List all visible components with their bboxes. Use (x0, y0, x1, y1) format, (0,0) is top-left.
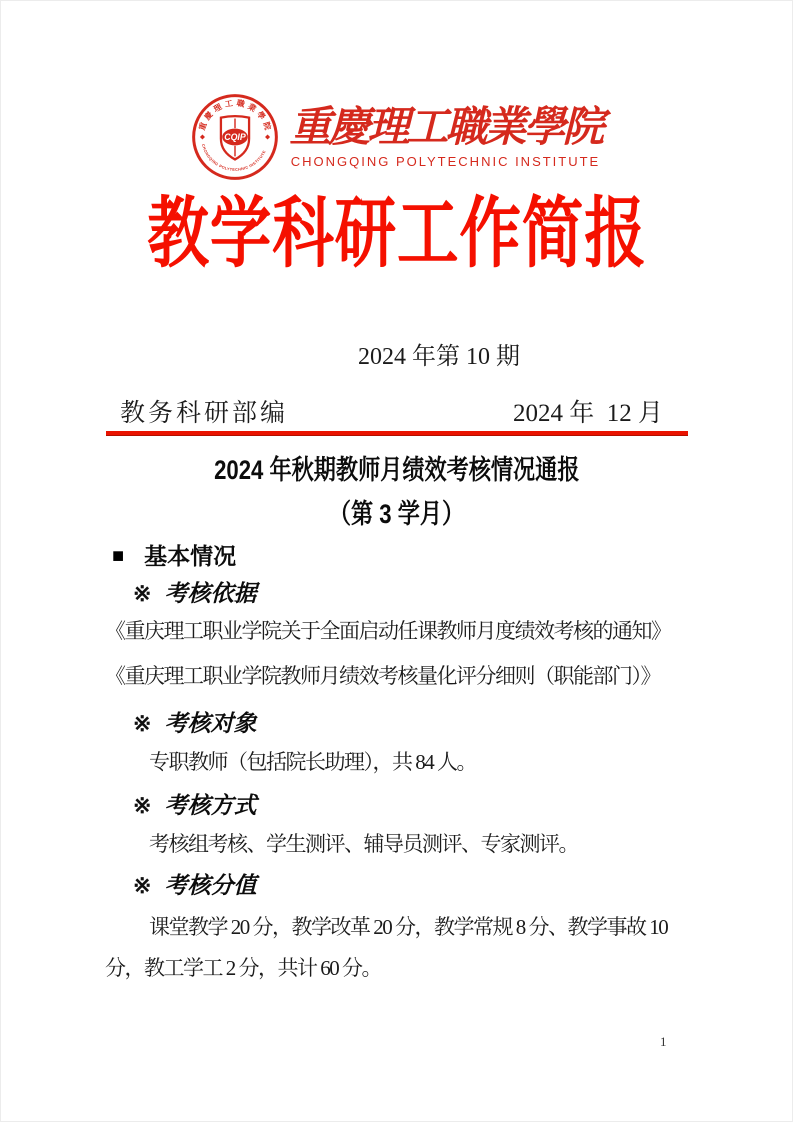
reference-marker-icon: ※ (133, 711, 152, 736)
masthead (0, 186, 793, 304)
school-name-cn: 重慶理工職業學院 (289, 105, 602, 151)
seal-arc-bottom-text: CHONGQING POLYTECHNIC INSTITUTE (201, 143, 268, 172)
school-seal-icon (191, 93, 279, 181)
paragraph-target: 专职教师（包括院长助理），共 84 人。 (149, 750, 476, 774)
square-marker-icon: ■ (112, 545, 125, 567)
red-divider (106, 431, 688, 436)
issue-number: 2024 年第 10 期 (358, 344, 520, 370)
reference-marker-icon: ※ (133, 873, 152, 898)
item-heading-basis (133, 579, 256, 609)
item-heading-target (133, 709, 256, 739)
bulletin-title: 2024 年秋期教师月绩效考核情况通报 (213, 455, 580, 485)
paragraph-basis-1: 《重庆理工职业学院关于全面启动任课教师月度绩效考核的通知》 (105, 619, 671, 643)
seal-monogram: CQIP (224, 132, 247, 143)
school-name-en: CHONGQING POLYTECHNIC INSTITUTE (290, 154, 601, 169)
seal-arc-top-text: 重慶理工職業學院 (197, 98, 274, 135)
item-heading-method (133, 791, 256, 821)
page-number: 1 (660, 1034, 667, 1049)
publish-date: 2024 年 12 月 (512, 400, 663, 427)
section-title: 基本情况 (144, 543, 237, 569)
editor-credit: 教务科研部编 (120, 400, 289, 427)
reference-marker-icon: ※ (133, 793, 152, 818)
reference-marker-icon: ※ (133, 581, 152, 606)
masthead-title: 教学科研工作简报 (146, 191, 647, 277)
section-basic-info (112, 541, 236, 571)
editor-row (120, 397, 663, 430)
item-heading-label: 考核分值 (164, 873, 257, 898)
paragraph-basis-2: 《重庆理工职业学院教师月绩效考核量化评分细则（职能部门）》 (105, 664, 660, 688)
item-heading-label: 考核依据 (164, 581, 257, 606)
bulletin-subtitle: （第 3 学月） (328, 499, 465, 529)
paragraph-score: 课堂教学 20 分，教学改革 20 分，教学常规 8 分、教学事故 10 分，教工学工 2 分，共计 60 分。 (105, 915, 668, 980)
school-name-group (289, 105, 601, 169)
bulletin-subtitle-row (0, 496, 793, 537)
bulletin-title-row (0, 452, 793, 493)
school-logo-group (0, 93, 793, 181)
item-heading-label: 考核对象 (164, 711, 257, 736)
item-heading-label: 考核方式 (164, 793, 257, 818)
item-heading-score (133, 871, 256, 901)
paragraph-method: 考核组考核、学生测评、辅导员测评、专家测评。 (149, 832, 578, 856)
